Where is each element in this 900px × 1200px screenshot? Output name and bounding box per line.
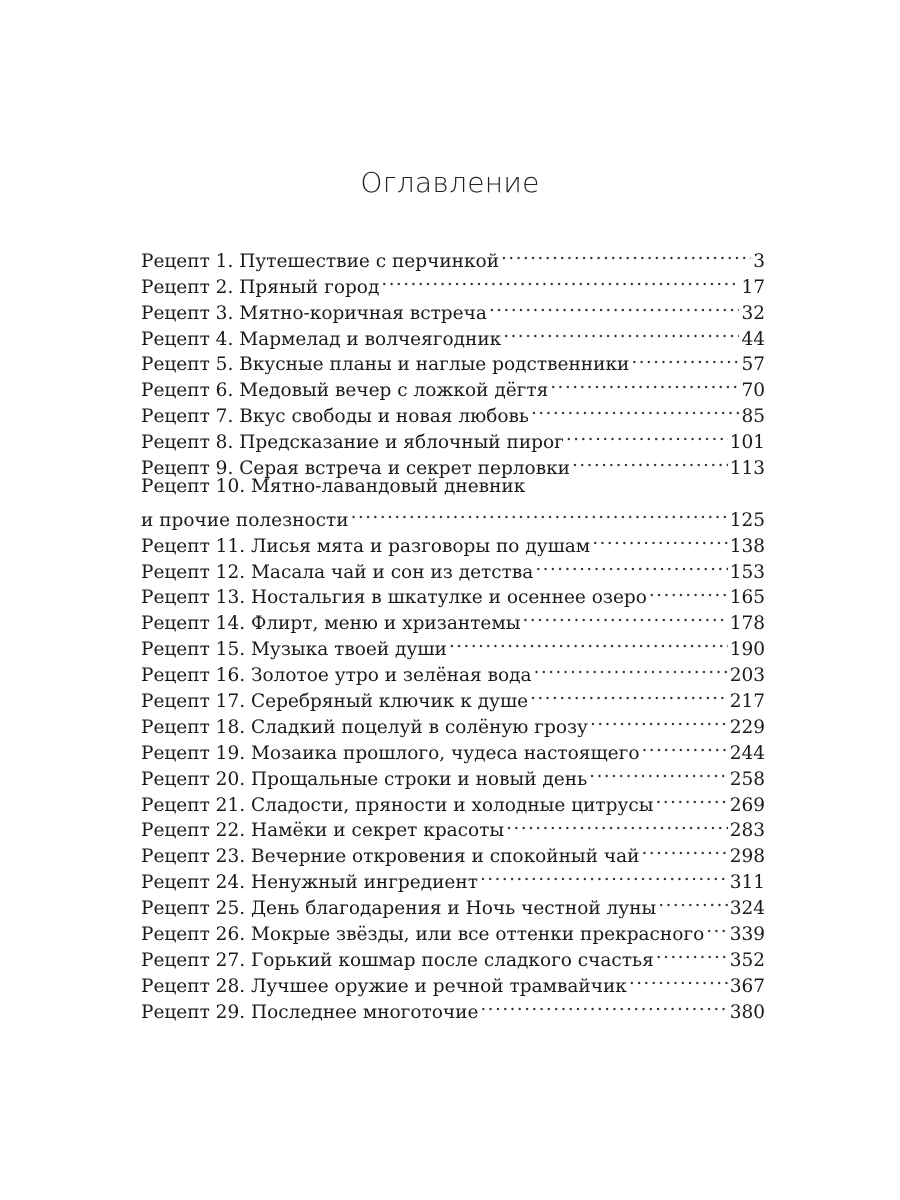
dot-leader: [641, 733, 727, 759]
dot-leader: [489, 293, 740, 319]
dot-leader: [592, 526, 727, 552]
dot-leader: [658, 888, 727, 914]
toc-entry-page: 298: [729, 846, 765, 868]
toc-entry-title: Рецепт 13. Ностальгия в шкатулке и осеннее озеро: [141, 587, 647, 609]
toc-entry-page: 244: [729, 742, 765, 764]
toc-entry-page: 153: [729, 561, 765, 583]
dot-leader: [550, 370, 739, 396]
toc-entry-page: 203: [729, 665, 765, 687]
toc-entry-title: Рецепт 3. Мятно-коричная встреча: [141, 302, 487, 324]
toc-entry-page: 70: [741, 380, 765, 402]
toc-entry-page: 352: [729, 949, 765, 971]
toc-entry-title: Рецепт 17. Серебряный ключик к душе: [141, 691, 529, 713]
toc-entry: [141, 241, 765, 272]
dot-leader: [503, 319, 739, 345]
toc-entry-title: Рецепт 15. Музыка твоей души: [141, 639, 447, 661]
dot-leader: [381, 267, 739, 293]
toc-entry-title: Рецепт 9. Серая встреча и секрет перловки: [141, 458, 570, 480]
toc-entry-title: Рецепт 21. Сладости, пряности и холодные цитрусы: [141, 794, 654, 816]
toc-entry-page: 367: [729, 975, 765, 997]
toc-entry-title: Рецепт 29. Последнее многоточие: [141, 1001, 479, 1023]
table-of-contents: [141, 241, 765, 1023]
toc-entry-title: Рецепт 23. Вечерние откровения и спокойный чай: [141, 846, 640, 868]
dot-leader: [649, 578, 728, 604]
dot-leader: [534, 655, 728, 681]
toc-entry-title: Рецепт 11. Лисья мята и разговоры по душам: [141, 535, 591, 557]
dot-leader: [656, 940, 728, 966]
toc-entry-page: 283: [729, 820, 765, 842]
page-title: Оглавление: [360, 166, 540, 199]
toc-entry-title: и прочие полезности: [141, 509, 349, 531]
toc-entry-title: Рецепт 25. День благодарения и Ночь честной луны: [141, 898, 657, 920]
toc-entry-title: Рецепт 18. Сладкий поцелуй в солёную грозу: [141, 716, 588, 738]
toc-entry-page: 17: [741, 276, 765, 298]
toc-entry-page: 85: [741, 406, 765, 428]
toc-entry-title-line1: Рецепт 10. Мятно-лавандовый дневник: [141, 476, 526, 498]
toc-entry-title: Рецепт 4. Мармелад и волчеягодник: [141, 328, 502, 350]
toc-entry-title: Рецепт 16. Золотое утро и зелёная вода: [141, 665, 532, 687]
toc-entry: [141, 500, 765, 531]
toc-entry-title: Рецепт 28. Лучшее оружие и речной трамвайчик: [141, 975, 627, 997]
dot-leader: [351, 500, 728, 526]
dot-leader: [572, 448, 728, 474]
dot-leader: [589, 759, 728, 785]
toc-entry-title: Рецепт 24. Ненужный ингредиент: [141, 872, 478, 894]
toc-entry-page: 339: [729, 924, 765, 946]
dot-leader: [590, 707, 728, 733]
toc-entry-page: 44: [741, 328, 765, 350]
dot-leader: [631, 345, 739, 371]
toc-entry-page: 138: [729, 535, 765, 557]
dot-leader: [449, 629, 728, 655]
dot-leader: [531, 396, 739, 422]
toc-entry-page: 32: [741, 302, 765, 324]
toc-entry-page: 229: [729, 716, 765, 738]
toc-entry-title: Рецепт 8. Предсказание и яблочный пирог: [141, 432, 564, 454]
toc-entry-page: 380: [729, 1001, 765, 1023]
toc-entry-page: 113: [729, 458, 765, 480]
toc-entry-page: 101: [729, 432, 765, 454]
toc-entry-title: Рецепт 6. Медовый вечер с ложкой дёгтя: [141, 380, 549, 402]
toc-entry-title: Рецепт 2. Пряный город: [141, 276, 380, 298]
toc-entry-title: Рецепт 12. Масала чай и сон из детства: [141, 561, 534, 583]
dot-leader: [530, 681, 728, 707]
dot-leader: [535, 552, 727, 578]
dot-leader: [523, 603, 728, 629]
toc-entry-page: 57: [741, 354, 765, 376]
toc-entry-title: Рецепт 22. Намёки и секрет красоты: [141, 820, 505, 842]
dot-leader: [506, 811, 728, 837]
toc-entry-title: Рецепт 7. Вкус свободы и новая любовь: [141, 406, 529, 428]
dot-leader: [655, 785, 727, 811]
toc-entry-page: 217: [729, 691, 765, 713]
dot-leader: [480, 992, 727, 1018]
toc-entry-page: 190: [729, 639, 765, 661]
toc-entry-title: Рецепт 14. Флирт, меню и хризантемы: [141, 613, 521, 635]
dot-leader: [629, 966, 728, 992]
toc-entry-title: Рецепт 1. Путешествие с перчинкой: [141, 250, 500, 272]
toc-entry-page: 258: [729, 768, 765, 790]
dot-leader: [501, 241, 751, 267]
dot-leader: [706, 914, 727, 940]
toc-entry-page: 178: [729, 613, 765, 635]
toc-entry-title: Рецепт 5. Вкусные планы и наглые родственники: [141, 354, 630, 376]
toc-entry-title: Рецепт 27. Горький кошмар после сладкого счастья: [141, 949, 654, 971]
toc-entry-page: 311: [729, 872, 765, 894]
toc-entry-page: 269: [729, 794, 765, 816]
dot-leader: [641, 836, 727, 862]
toc-entry-title: Рецепт 19. Мозаика прошлого, чудеса настоящего: [141, 742, 640, 764]
dot-leader: [566, 422, 728, 448]
toc-entry-page: 3: [753, 250, 765, 272]
toc-entry-title: Рецепт 26. Мокрые звёзды, или все оттенки прекрасного: [141, 924, 705, 946]
toc-entry-title: Рецепт 20. Прощальные строки и новый день: [141, 768, 588, 790]
toc-entry-page: 165: [729, 587, 765, 609]
toc-entry-page: 324: [729, 898, 765, 920]
toc-entry-page: 125: [729, 509, 765, 531]
dot-leader: [480, 862, 728, 888]
